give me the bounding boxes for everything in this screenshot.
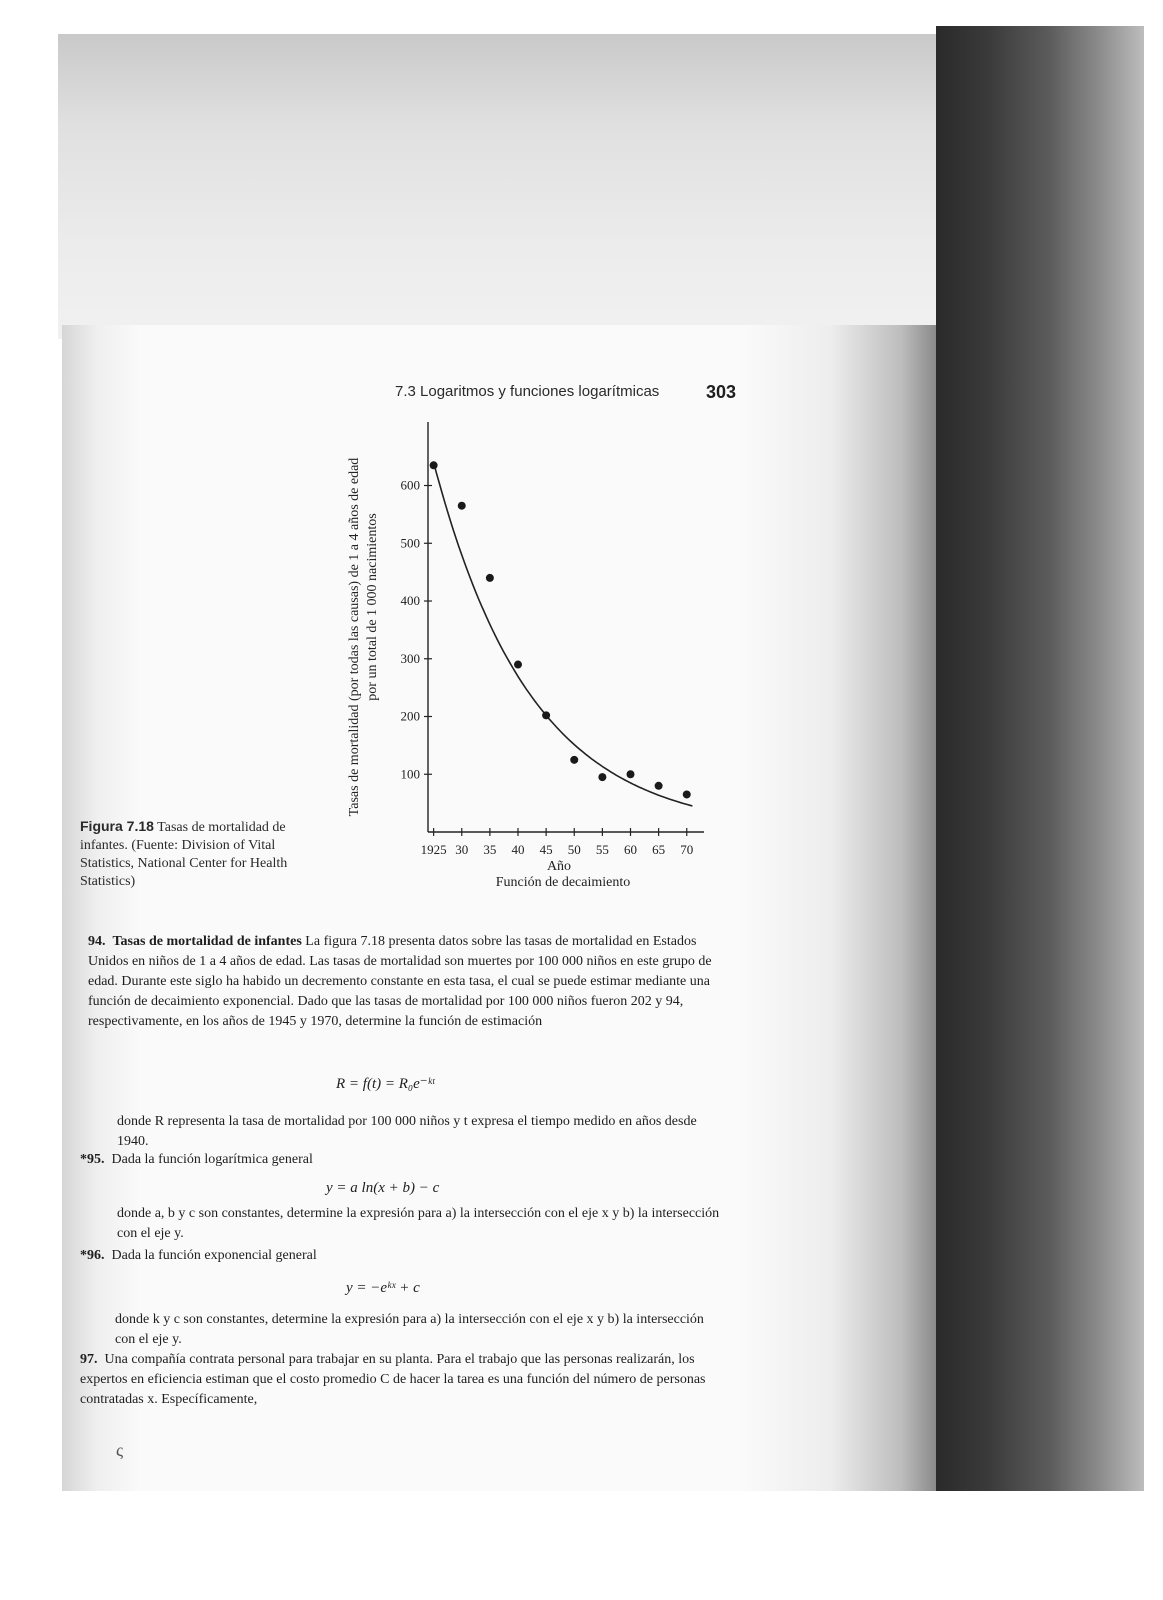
exercise-96-text2: donde k y c son constantes, determine la expresión para a) la intersección con el eje x y b) la intersección con el eje y. xyxy=(115,1312,704,1347)
y-tick-label: 600 xyxy=(400,477,420,493)
exercise-95-formula: y = a ln(x + b) − c xyxy=(326,1180,440,1196)
data-point xyxy=(458,502,466,510)
mortality-chart xyxy=(330,410,720,910)
exercise-94-formula: R = f(t) = R₀e⁻ᵏᵗ xyxy=(336,1076,435,1092)
figure-caption xyxy=(80,817,320,891)
y-axis-label-line1: Tasas de mortalidad (por todas las causas) de 1 a 4 años de edad xyxy=(347,457,362,817)
y-tick-label: 100 xyxy=(400,766,420,782)
exercise-95-number: *95. xyxy=(80,1152,105,1167)
y-tick-label: 500 xyxy=(400,535,420,551)
y-tick-label: 200 xyxy=(400,708,420,724)
running-head: 7.3 Logaritmos y funciones logarítmicas xyxy=(395,383,660,400)
exercise-95 xyxy=(80,1150,720,1170)
x-tick-label: 35 xyxy=(483,842,497,857)
exercise-94-number: 94. xyxy=(88,934,106,949)
exercise-95-text2: donde a, b y c son constantes, determine la expresión para a) la intersección con el eje x y b) la intersección con el eje y. xyxy=(117,1206,720,1241)
figure-caption-label: Figura 7.18 xyxy=(80,818,154,834)
decay-curve xyxy=(434,462,693,806)
scan-background-top xyxy=(58,34,936,339)
y-tick-label: 300 xyxy=(400,650,420,666)
scan-shadow-band xyxy=(936,26,1144,1491)
data-point xyxy=(627,770,635,778)
x-tick-label: 45 xyxy=(539,842,553,857)
exercise-96-formula: y = −eᵏˣ + c xyxy=(346,1280,420,1296)
data-point xyxy=(655,782,663,790)
exercise-96-number: *96. xyxy=(80,1248,105,1263)
x-tick-label: 55 xyxy=(595,842,609,857)
exercise-95-text: Dada la función logarítmica general xyxy=(111,1152,313,1167)
data-point xyxy=(598,773,606,781)
data-point xyxy=(486,574,494,582)
y-axis-label-line2: por un total de 1 000 nacimientos xyxy=(365,513,380,701)
x-tick-label: 50 xyxy=(567,842,581,857)
data-point xyxy=(570,756,578,764)
exercise-94-text: La figura 7.18 presenta datos sobre las tasas de mortalidad en Estados Unidos en niños de 1 a 4 años de edad. Las tasas de mortalidad son muertes por 100 000 niños en este grupo de edad. Durante este siglo ha habido un decremento constante en esta tasa, el cual se puede estimar mediante una función de decaimiento exponencial. Dado que las tasas de mortalidad por 100 000 niños fueron 202 y 94, respectivamente, en los años de 1945 y 1970, determine la función de estimación xyxy=(88,934,712,1029)
page-number: 303 xyxy=(706,382,737,402)
exercise-94-title: Tasas de mortalidad de infantes xyxy=(112,934,302,949)
x-tick-label: 65 xyxy=(652,842,666,857)
data-point xyxy=(542,711,550,719)
x-tick-label: 60 xyxy=(624,842,637,857)
x-axis-label: Año xyxy=(546,859,572,874)
x-tick-label: 70 xyxy=(680,842,694,857)
exercise-97-text: Una compañía contrata personal para trabajar en su planta. Para el trabajo que las personas realizarán, los expertos en eficiencia estiman que el costo promedio C de hacer la tarea es una función del número de personas contratadas x. Específicamente, xyxy=(80,1352,706,1407)
exercise-97 xyxy=(80,1350,724,1410)
exercise-96 xyxy=(80,1246,720,1266)
chart-subtitle: Función de decaimiento xyxy=(495,875,631,890)
exercise-94 xyxy=(88,932,724,1032)
page-corner-mark: ς xyxy=(116,1440,124,1460)
x-tick-label: 1925 xyxy=(420,842,447,857)
data-point xyxy=(430,461,438,469)
y-tick-label: 400 xyxy=(400,593,420,609)
exercise-94-text2: donde R representa la tasa de mortalidad por 100 000 niños y t expresa el tiempo medido en años desde 1940. xyxy=(117,1114,697,1149)
exercise-97-number: 97. xyxy=(80,1352,98,1367)
data-point xyxy=(683,790,691,798)
x-tick-label: 30 xyxy=(455,842,469,857)
x-tick-label: 40 xyxy=(511,842,525,857)
exercise-96-text: Dada la función exponencial general xyxy=(111,1248,317,1263)
data-point xyxy=(514,661,522,669)
figure-caption-text: Tasas de mortalidad de infantes. (Fuente: Division of Vital Statistics, National Center for Health Statistics) xyxy=(80,820,288,889)
